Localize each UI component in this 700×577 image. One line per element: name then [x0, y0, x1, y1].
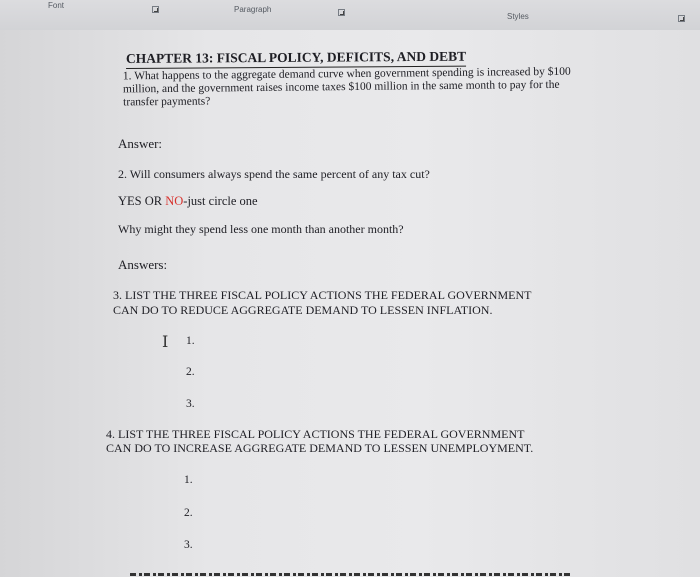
question-2-choice	[118, 194, 258, 209]
chapter-title: CHAPTER 13: FISCAL POLICY, DEFICITS, AND DEBT	[126, 49, 466, 69]
question-1-number: 1.	[122, 70, 132, 83]
document-page[interactable]	[0, 30, 700, 577]
question-3-line-2: CAN DO TO REDUCE AGGREGATE DEMAND TO LESSEN INFLATION.	[113, 303, 493, 317]
styles-group-label: Styles	[507, 12, 529, 21]
choice-suffix: -just circle one	[183, 194, 258, 208]
question-4-line-1: 4. LIST THE THREE FISCAL POLICY ACTIONS THE FEDERAL GOVERNMENT	[106, 427, 525, 441]
question-2-followup: Why might they spend less one month than another month?	[118, 222, 404, 236]
question-1-text: What happens to the aggregate demand curve when government spending is increased by $100 million, and the government raises income taxes $100 million in the same month to pay for the transfer payments?	[122, 65, 571, 109]
ribbon	[0, 0, 700, 31]
question-3-item-2: 2.	[186, 366, 195, 378]
paragraph-dialog-launcher-icon[interactable]	[338, 9, 345, 16]
question-4-item-2: 2.	[184, 507, 193, 519]
text-cursor-icon	[162, 332, 168, 351]
question-1	[123, 66, 583, 110]
question-4-line-2: CAN DO TO INCREASE AGGREGATE DEMAND TO LESSEN UNEMPLOYMENT.	[106, 441, 534, 455]
question-4-item-3: 3.	[184, 539, 193, 551]
styles-dialog-launcher-icon[interactable]	[678, 15, 685, 22]
question-3-item-3: 3.	[186, 398, 195, 410]
answer-1-label: Answer:	[118, 136, 163, 151]
question-4-item-1: 1.	[184, 474, 193, 486]
truncated-bottom-line	[130, 571, 570, 577]
choice-no[interactable]: NO	[165, 194, 184, 208]
question-3-line-1: 3. LIST THE THREE FISCAL POLICY ACTIONS THE FEDERAL GOVERNMENT	[113, 288, 532, 302]
choice-prefix: YES OR	[118, 194, 166, 208]
paragraph-group-label: Paragraph	[234, 5, 272, 14]
font-group-label: Font	[48, 1, 65, 10]
question-3-item-1: 1.	[186, 335, 195, 347]
font-dialog-launcher-icon[interactable]	[152, 6, 159, 13]
answers-2-label: Answers:	[118, 257, 168, 272]
question-2-text: 2. Will consumers always spend the same percent of any tax cut?	[118, 167, 430, 181]
